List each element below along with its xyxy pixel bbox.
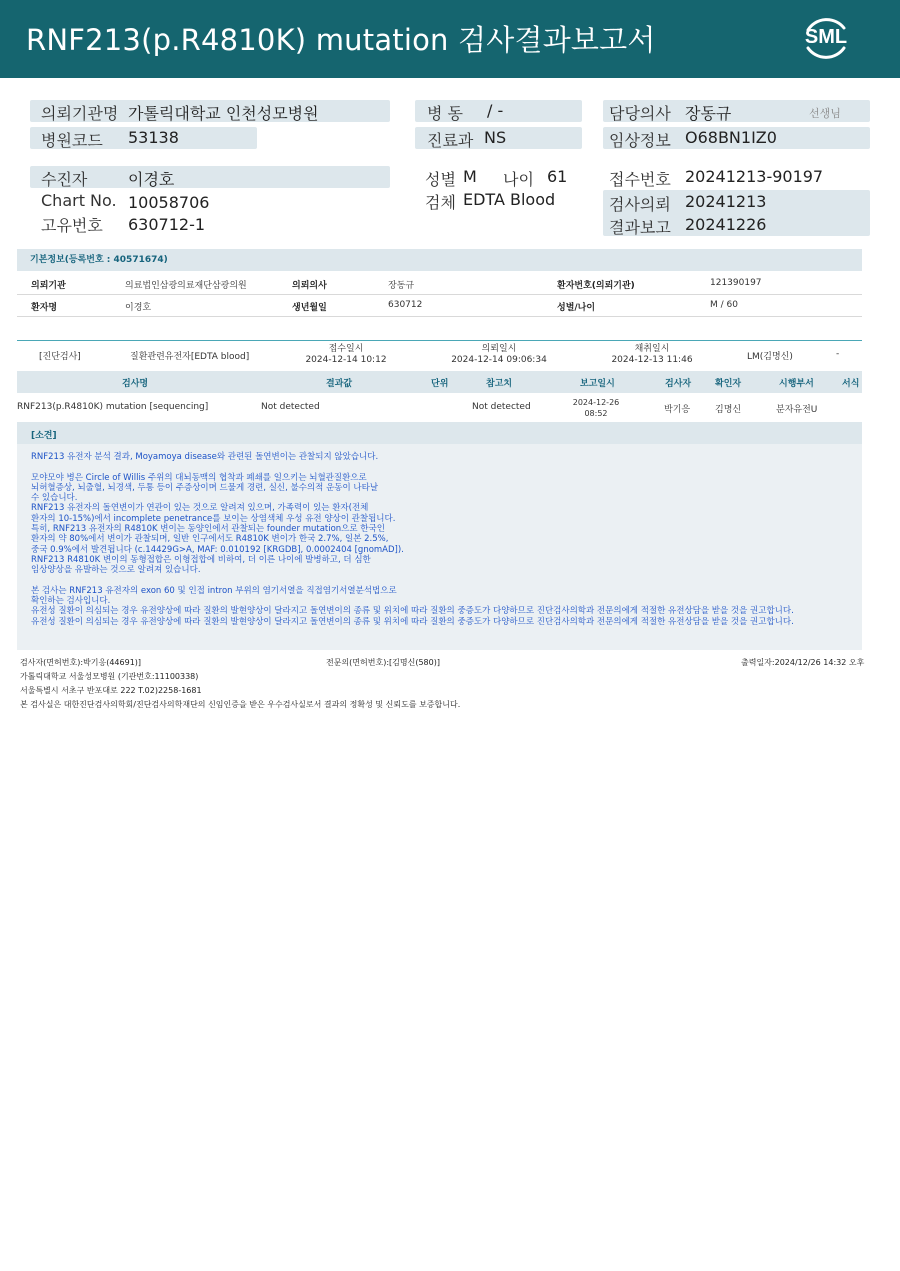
dept-value: NS [484, 128, 507, 147]
findings-title: [소견] [31, 431, 57, 441]
result-report-datetime [566, 397, 626, 419]
collected-block [602, 344, 702, 366]
ward-value: / - [487, 101, 504, 120]
requested-value: 2024-12-14 09:06:34 [451, 355, 547, 365]
findings-header [17, 422, 862, 444]
requested-label: 의뢰일시 [481, 344, 517, 354]
result-report-date: 2024-12-26 [572, 398, 620, 407]
footer-cert: 본 검사실은 대한진단검사의학회/진단검사의학재단의 신임인증을 받은 우수검사실로서 결과의 정확성 및 신뢰도를 보증합니다. [20, 700, 461, 709]
hospital-code-value: 53138 [128, 128, 179, 147]
col-form: 서식 [842, 379, 860, 389]
collected-value: 2024-12-13 11:46 [611, 355, 693, 365]
findings-line: RNF213 R4810K 변이의 동형접합은 이형접합에 비하여, 더 이른 나이에 발병하고, 더 심한 [31, 554, 371, 565]
request-label: 검사의뢰 [609, 195, 671, 214]
findings-line: 환자의 10-15%)에서 incomplete penetrance를 보이는 상염색체 우성 유전 양상이 관찰됩니다. [31, 513, 396, 524]
findings-line: 임상양상을 유발하는 것으로 알려져 있습니다. [31, 565, 201, 576]
logo-text: SML [804, 26, 848, 48]
findings-line: 뇌허혈증상, 뇌출혈, 뇌경색, 두통 등이 주증상이며 드물게 경련, 실신, 불수의적 운동이 나타날 [31, 482, 379, 493]
received-value: 2024-12-14 10:12 [305, 355, 387, 365]
basic-doctor-value: 장동규 [388, 281, 415, 291]
sml-logo [800, 12, 852, 64]
result-test-name: RNF213(p.R4810K) mutation [sequencing] [17, 402, 209, 412]
received-block [296, 344, 396, 366]
dept-label: 진료과 [427, 131, 474, 150]
doctor-label: 담당의사 [609, 104, 671, 123]
findings-line: 모야모야 병은 Circle of Willis 주위의 대뇌동맥의 협착과 폐쇄를 일으키는 뇌혈관질환으로 [31, 472, 367, 483]
sex-label: 성별 [425, 170, 456, 189]
doctor-value: 장동규 [685, 104, 732, 123]
request-value: 20241213 [685, 192, 767, 211]
basic-dob-value: 630712 [388, 300, 423, 310]
col-dept: 시행부서 [779, 379, 814, 389]
receipt-value: 20241213-90197 [685, 167, 824, 186]
col-test-name: 검사명 [122, 379, 149, 389]
basic-sexage-value: M / 60 [710, 300, 738, 310]
hospital-code-label: 병원코드 [41, 131, 103, 150]
specimen-label: 검체 [425, 193, 456, 212]
result-dept: 분자유전U [776, 405, 818, 415]
findings-line: 확인하는 검사입니다. [31, 596, 111, 607]
ward-label: 병 동 [427, 104, 463, 123]
result-confirmer: 김명신 [715, 405, 742, 415]
result-tester: 박기응 [664, 405, 691, 415]
findings-line: 환자의 약 80%에서 변이가 관찰되며, 일반 인구에서도 R4810K 변이가 한국 2.7%, 일본 2.5%, [31, 534, 389, 545]
chart-label: Chart No. [41, 191, 117, 210]
basic-doctor-label: 의뢰의사 [292, 281, 327, 291]
footer-tester: 검사자(면허번호):박기응(44691)] [20, 658, 142, 667]
received-label: 접수일시 [328, 344, 364, 354]
footer-specialist: 전문의(면허번호):[김명신(580)] [326, 658, 440, 667]
unique-value: 630712-1 [128, 215, 206, 234]
age-label: 나이 [503, 170, 534, 189]
row-divider [17, 316, 862, 317]
footer-address: 서울특별시 서초구 반포대로 222 T.02)2258-1681 [20, 686, 202, 695]
basic-name-label: 환자명 [31, 303, 58, 313]
findings-line: 중국 0.9%에서 발견됩니다 (c.14429G>A, MAF: 0.010192 [KRGDB], 0.0002404 [gnomAD]). [31, 544, 404, 555]
test-category: [진단검사] [39, 352, 81, 362]
sex-value: M [463, 167, 477, 186]
basic-name-value: 이경호 [125, 303, 152, 313]
footer-org: 가톨릭대학교 서울성모병원 (기관번호:11100338) [20, 672, 199, 681]
clinical-value: O68BN1IZ0 [685, 128, 777, 147]
clinical-label: 임상정보 [609, 131, 671, 150]
institution-value: 가톨릭대학교 인천성모병원 [128, 104, 319, 123]
footer-printed: 출력일자:2024/12/26 14:32 오후 [741, 658, 865, 667]
specimen-value: EDTA Blood [463, 190, 556, 209]
col-tester: 검사자 [665, 379, 692, 389]
findings-line: 유전성 질환이 의심되는 경우 유전양상에 따라 질환의 발현양상이 달라지고 돌연변이의 종류 및 위치에 따라 질환의 중증도가 다양하므로 진단검사의학과 전문의에게 적절한 유전상담을 받을 것을 권고합니다. [31, 606, 794, 617]
basic-dob-label: 생년월일 [292, 303, 327, 313]
findings-line: 유전성 질환이 의심되는 경우 유전양상에 따라 질환의 발현양상이 달라지고 돌연변이의 종류 및 위치에 따라 질환의 중증도가 다양하므로 진단검사의학과 전문의에게 적절한 유전상담을 받을 것을 권고합니다. [31, 616, 794, 627]
report-header [0, 0, 900, 78]
institution-label: 의뢰기관명 [41, 104, 119, 123]
report-value: 20241226 [685, 215, 767, 234]
col-confirmer: 확인자 [715, 379, 742, 389]
chart-value: 10058706 [128, 193, 210, 212]
basic-patno-value: 121390197 [710, 278, 762, 288]
doctor-suffix: 선생님 [809, 107, 841, 120]
patient-value: 이경호 [128, 170, 175, 189]
result-value: Not detected [261, 402, 320, 412]
basic-sexage-label: 성별/나이 [557, 303, 596, 313]
findings-line: 수 있습니다. [31, 493, 78, 504]
result-reference: Not detected [472, 402, 531, 412]
findings-line: 특히, RNF213 유전자의 R4810K 변이는 동양인에서 관찰되는 founder mutation으로 한국인 [31, 524, 385, 535]
collected-label: 채취일시 [634, 344, 670, 354]
col-report-date: 보고일시 [580, 379, 615, 389]
basic-inst-value: 의료법인삼광의료재단삼광의원 [125, 281, 247, 291]
findings-line: 본 검사는 RNF213 유전자의 exon 60 및 인접 intron 부위의 염기서열을 직접염기서열분석법으로 [31, 585, 397, 596]
findings-line: RNF213 유전자 분석 결과, Moyamoya disease와 관련된 돌연변이는 관찰되지 않았습니다. [31, 452, 379, 462]
result-report-time: 08:52 [584, 409, 608, 418]
row-divider [17, 294, 862, 295]
unique-label: 고유번호 [41, 216, 103, 235]
col-reference: 참고치 [486, 379, 513, 389]
receipt-label: 접수번호 [609, 170, 671, 189]
basic-inst-label: 의뢰기관 [31, 281, 66, 291]
basic-patno-label: 환자번호(의뢰기관) [557, 281, 635, 291]
findings-line [31, 462, 851, 472]
findings-line [31, 576, 851, 586]
test-top-line [17, 340, 862, 341]
basic-info-title: 기본정보(등록번호 : 40571674) [17, 249, 862, 271]
findings-text [31, 452, 851, 627]
report-title: RNF213(p.R4810K) mutation 검사결과보고서 [26, 23, 656, 57]
findings-line: RNF213 유전자의 돌연변이가 연관이 있는 것으로 알려져 있으며, 가족력이 있는 환자(전체 [31, 503, 369, 514]
lm-value: LM(김명신) [747, 352, 793, 362]
patient-label: 수진자 [41, 170, 88, 189]
test-panel: 질환관련유전자[EDTA blood] [130, 352, 250, 362]
dash-value: - [836, 349, 840, 359]
age-value: 61 [547, 167, 568, 186]
col-result: 결과값 [326, 379, 353, 389]
requested-block [446, 344, 552, 366]
report-label: 결과보고 [609, 218, 671, 237]
col-unit: 단위 [431, 379, 449, 389]
